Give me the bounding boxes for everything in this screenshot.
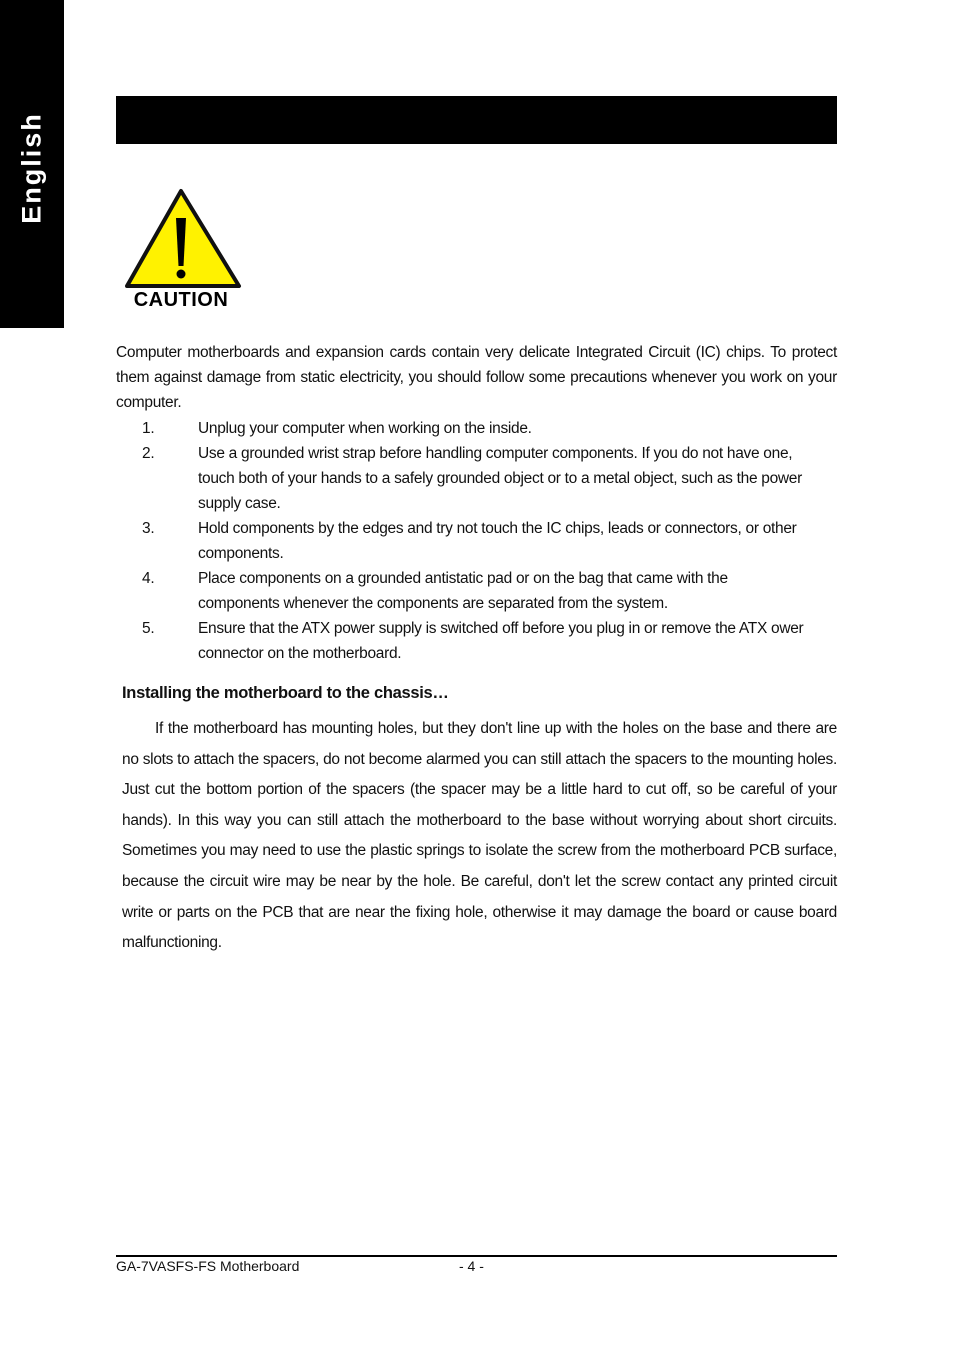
intro-paragraph: Computer motherboards and expansion cards contain very delicate Integrated Circuit (IC) chips. To protect them against damage from static electricity, you should follow some precautions whenever you work on your computer. xyxy=(116,344,837,411)
list-item-text: Unplug your computer when working on the inside. xyxy=(198,420,532,437)
list-item xyxy=(116,566,813,616)
caution-icon xyxy=(124,188,244,316)
list-item xyxy=(116,616,813,666)
section-header-bar xyxy=(116,96,837,144)
language-side-tab xyxy=(0,0,64,328)
list-item-text: Place components on a grounded antistatic pad or on the bag that came with the components whenever the components are separated from the system. xyxy=(198,570,728,612)
list-item-text: Ensure that the ATX power supply is switched off before you plug in or remove the ATX ower connector on the motherboard. xyxy=(198,620,804,662)
caution-label: CAUTION xyxy=(133,289,229,311)
precautions-list xyxy=(116,416,837,666)
list-item-number: 5. xyxy=(142,620,155,637)
list-item xyxy=(116,441,813,516)
section-heading: Installing the motherboard to the chassis… xyxy=(122,684,449,702)
list-item-number: 4. xyxy=(142,570,155,587)
warning-triangle-icon xyxy=(124,188,244,292)
page-number: - 4 - xyxy=(459,1258,484,1274)
list-item-number: 1. xyxy=(142,420,155,437)
language-tab-label: English xyxy=(16,112,47,224)
list-item-number: 2. xyxy=(142,445,155,462)
list-item-text: Hold components by the edges and try not touch the IC chips, leads or connectors, or other components. xyxy=(198,520,797,562)
list-item xyxy=(116,416,813,441)
list-item-number: 3. xyxy=(142,520,155,537)
section-body-paragraph: If the motherboard has mounting holes, but they don't line up with the holes on the base and there are no slots to attach the spacers, do not become alarmed you can still attach the spacers to the mounting holes. Just cut the bottom portion of the spacers (the spacer may be a little hard to cut off, so be careful of your hands). In this way you can still attach the motherboard to the base without worrying about short circuits. Sometimes you may need to use the plastic springs to isolate the screw from the motherboard PCB surface, because the circuit wire may be near by the hole. Be careful, don't let the screw contact any printed circuit write or parts on the PCB that are near the fixing hole, otherwise it may damage the board or cause board malfunctioning. xyxy=(122,720,837,952)
list-item-text: Use a grounded wrist strap before handling computer components. If you do not have one, touch both of your hands to a safely grounded object or to a metal object, such as the power supply case. xyxy=(198,445,802,512)
list-item xyxy=(116,516,813,566)
footer-divider xyxy=(116,1255,837,1257)
footer-model-name: GA-7VASFS-FS Motherboard xyxy=(116,1258,300,1274)
